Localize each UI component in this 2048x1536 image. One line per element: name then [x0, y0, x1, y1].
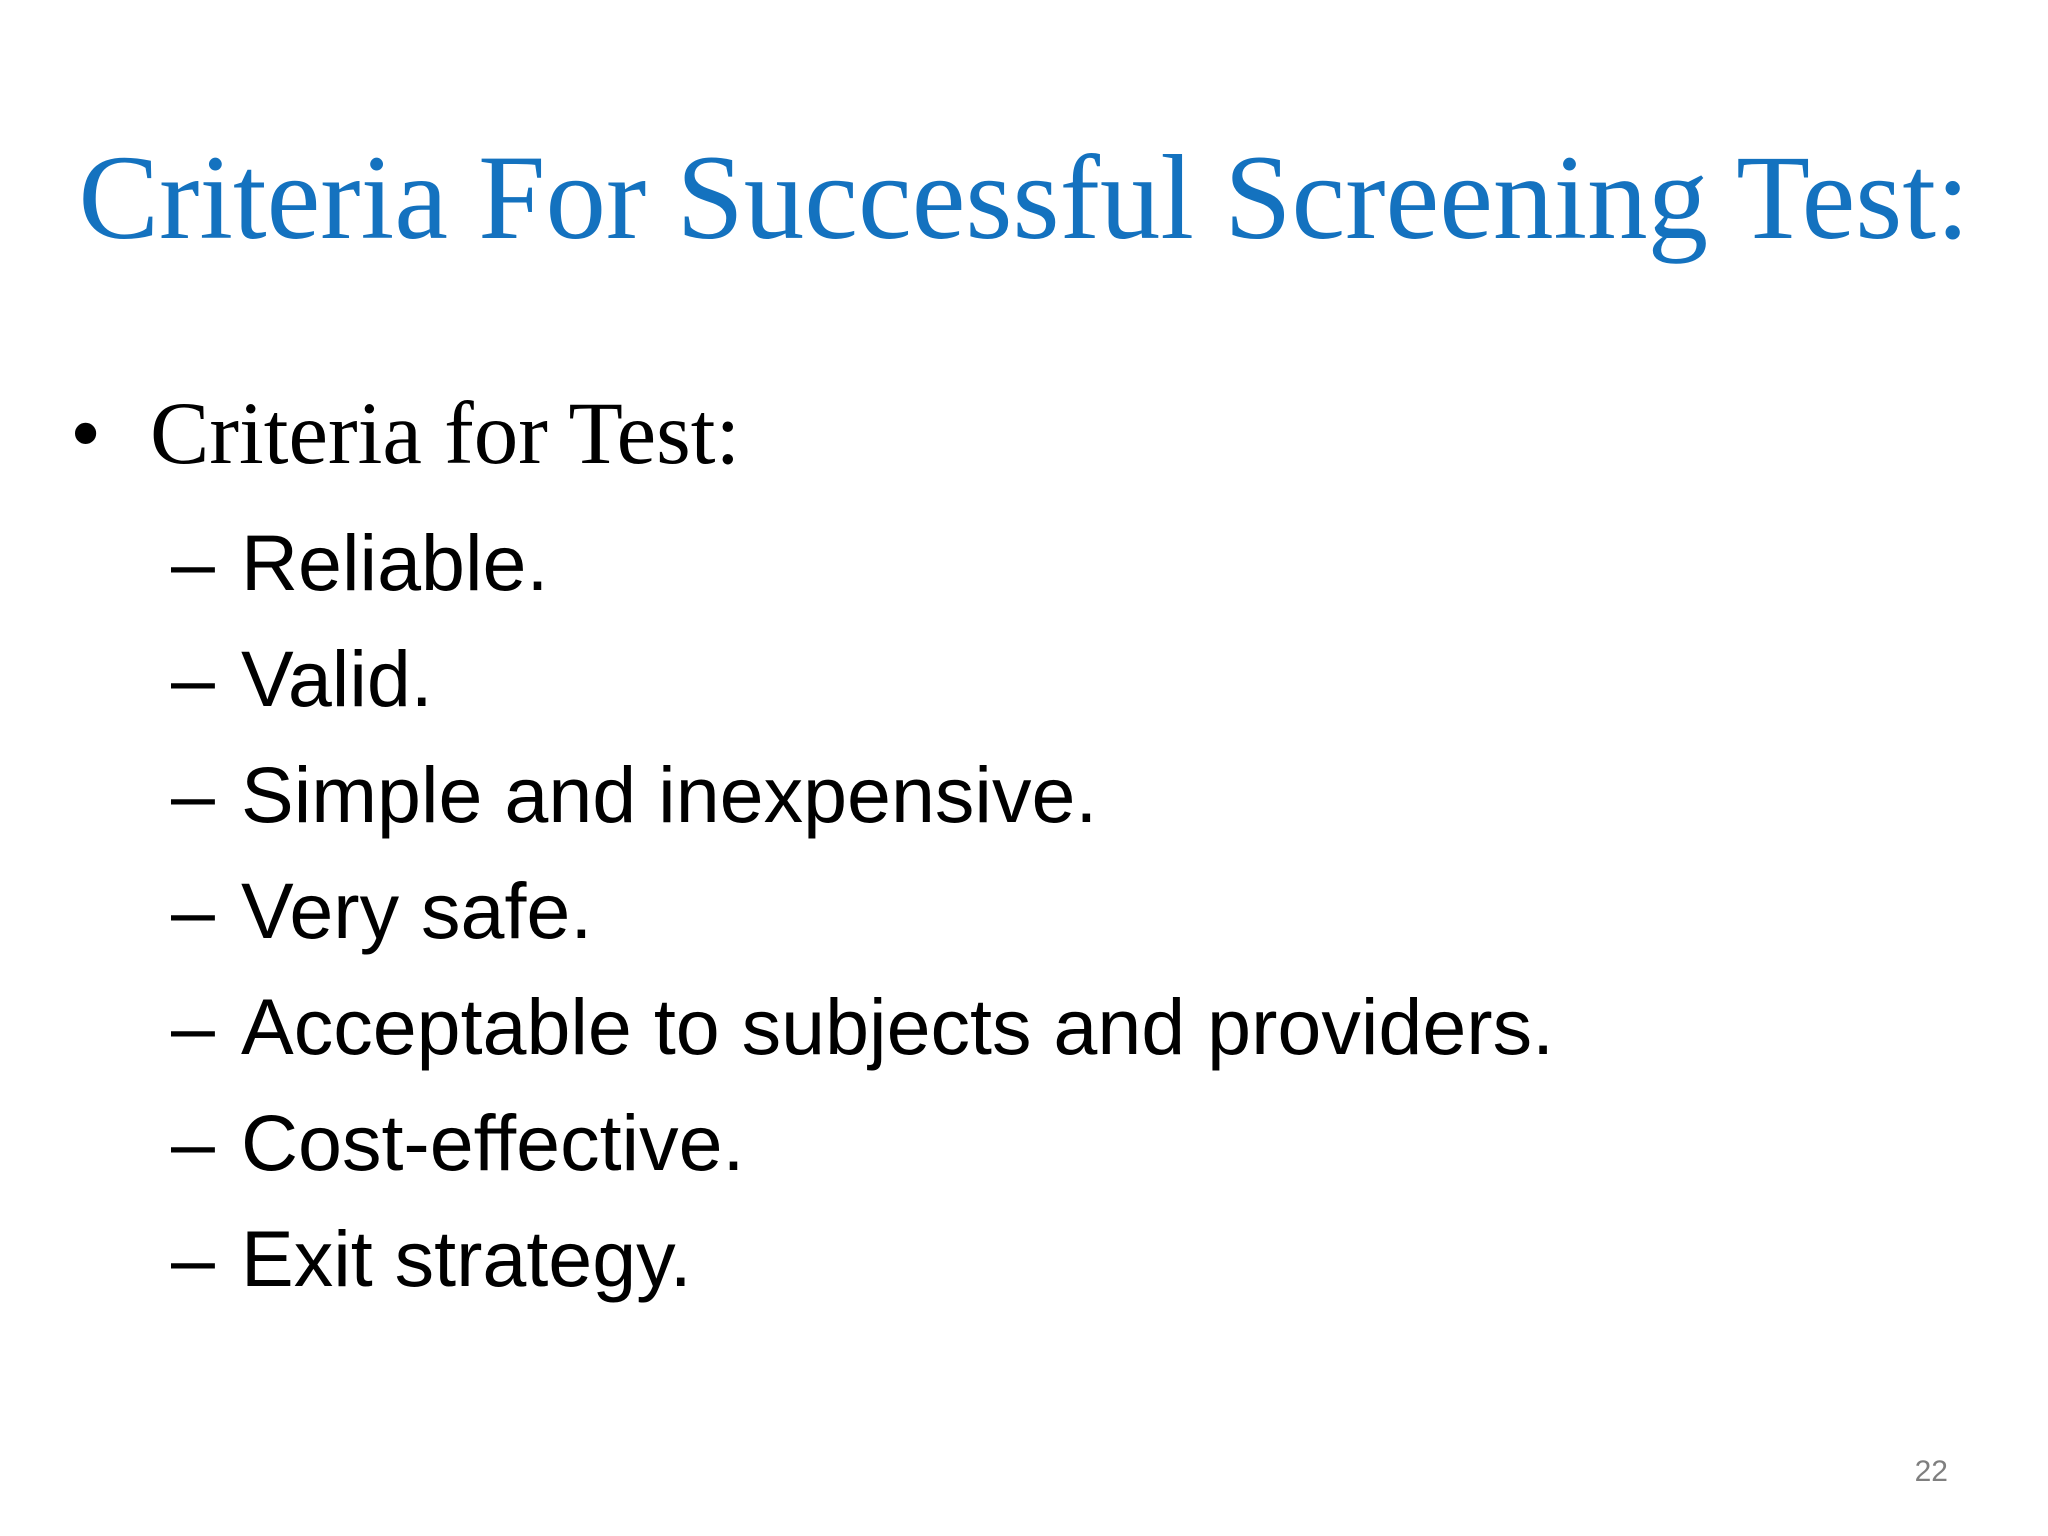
- sub-bullet-item: [171, 621, 1554, 737]
- dash-marker: –: [171, 1098, 215, 1187]
- sub-bullet-item: [171, 737, 1554, 853]
- sub-bullet-item: [171, 1201, 1554, 1317]
- dash-marker: –: [171, 750, 215, 839]
- dash-marker: –: [171, 982, 215, 1071]
- dash-marker: –: [171, 634, 215, 723]
- sub-bullet-item: [171, 853, 1554, 969]
- bullet-marker: •: [70, 385, 102, 483]
- sub-bullet-text: Valid.: [241, 634, 433, 723]
- bullet-text: Criteria for Test:: [150, 385, 741, 483]
- sub-bullet-text: Simple and inexpensive.: [241, 750, 1098, 839]
- sub-bullet-text: Acceptable to subjects and providers.: [241, 982, 1555, 1071]
- sub-bullet-text: Cost-effective.: [241, 1098, 745, 1187]
- sub-bullet-item: [171, 505, 1554, 621]
- bullet-item: [70, 379, 740, 489]
- dash-marker: –: [171, 866, 215, 955]
- page-number: 22: [1914, 1455, 1948, 1488]
- sub-bullet-item: [171, 1085, 1554, 1201]
- dash-marker: –: [171, 1214, 215, 1303]
- sub-bullet-list: [171, 505, 1554, 1317]
- dash-marker: –: [171, 518, 215, 607]
- sub-bullet-text: Exit strategy.: [241, 1214, 692, 1303]
- slide-title: Criteria For Successful Screening Test:: [78, 131, 1970, 265]
- sub-bullet-text: Very safe.: [241, 866, 593, 955]
- sub-bullet-item: [171, 969, 1554, 1085]
- sub-bullet-text: Reliable.: [241, 518, 549, 607]
